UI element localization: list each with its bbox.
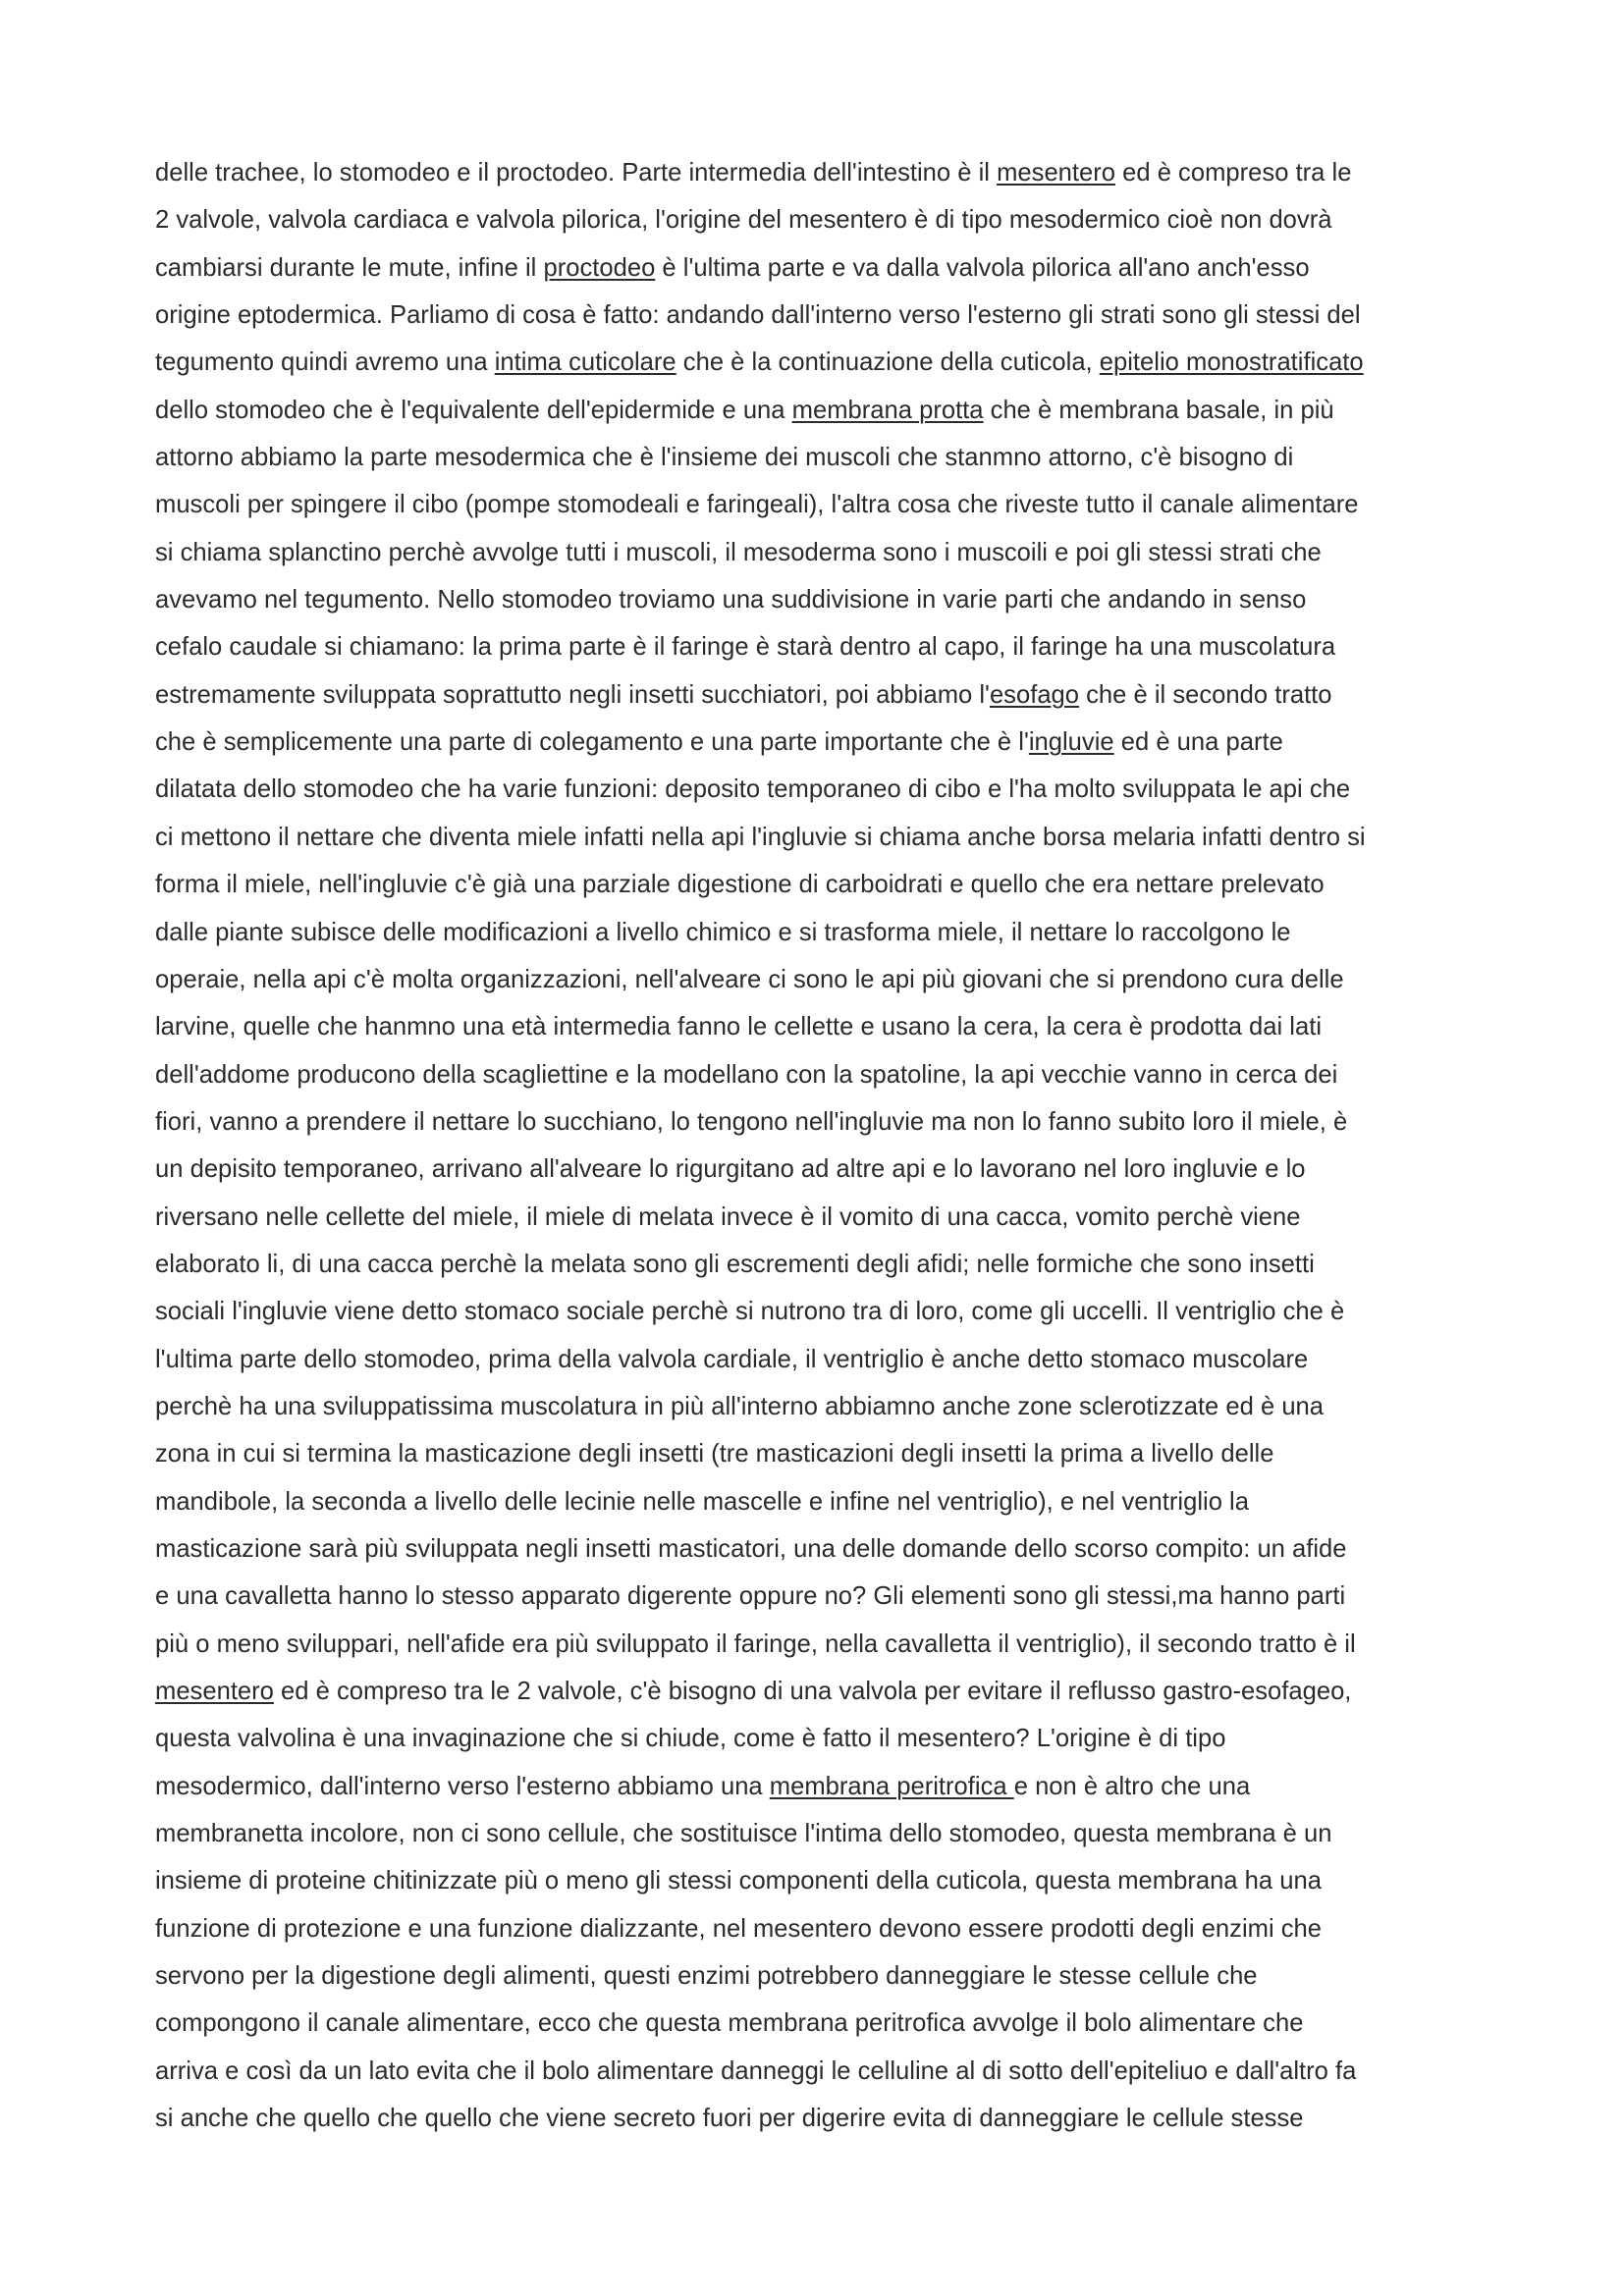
text-line	[155, 1430, 1490, 1477]
text-line	[155, 149, 1490, 196]
text-segment: dilatata dello stomodeo che ha varie funzioni: deposito temporaneo di cibo e l'ha molto sviluppata le api che	[155, 775, 1351, 804]
text-line	[155, 2095, 1490, 2142]
text-segment: riversano nelle cellette del miele, il miele di melata invece è il vomito di una cacca, vomito perchè viene	[155, 1202, 1301, 1231]
text-segment: sociali l'ingluvie viene detto stomaco sociale perchè si nutrono tra di loro, come gli uccelli. Il ventriglio che è	[155, 1298, 1345, 1326]
text-segment: un depisito temporaneo, arrivano all'alveare lo rigurgitano ad altre api e lo lavorano nel loro ingluvie e lo	[155, 1155, 1306, 1184]
text-line	[155, 671, 1490, 719]
text-segment: membranetta incolore, non ci sono cellule, che sostituisce l'intima dello stomodeo, questa membrana è un	[155, 1820, 1332, 1848]
text-line	[155, 2048, 1490, 2095]
text-segment: tegumento quindi avremo una	[155, 348, 495, 377]
text-segment: si anche che quello che quello che viene secreto fuori per digerire evita di danneggiare le cellule stesse	[155, 2105, 1304, 2133]
text-line	[155, 1763, 1490, 1810]
text-line	[155, 576, 1490, 623]
text-line	[155, 1478, 1490, 1525]
text-segment: dello stomodeo che è l'equivalente dell'epidermide e una	[155, 396, 792, 424]
text-line	[155, 1525, 1490, 1573]
text-segment: 2 valvole, valvola cardiaca e valvola pilorica, l'origine del mesentero è di tipo mesodermico cioè non dovrà	[155, 206, 1332, 235]
text-line	[155, 387, 1490, 434]
text-line	[155, 1288, 1490, 1335]
text-line	[155, 1905, 1490, 1952]
text-segment: ed è compreso tra le 2 valvole, c'è bisogno di una valvola per evitare il reflusso gastro-esofageo,	[273, 1678, 1352, 1705]
underlined-term: proctodeo	[543, 253, 656, 282]
underlined-term: epitelio monostratificato	[1099, 348, 1364, 377]
text-segment: zona in cui si termina la masticazione degli insetti (tre masticazioni degli insetti la prima a livello delle	[155, 1440, 1274, 1468]
text-segment: cefalo caudale si chiamano: la prima parte è il faringe è starà dentro al capo, il faringe ha una muscolatura	[155, 633, 1336, 662]
text-segment: avevamo nel tegumento. Nello stomodeo troviamo una suddivisione in varie parti che andando in senso	[155, 586, 1307, 614]
underlined-term: intima cuticolare	[494, 348, 676, 377]
text-segment: mandibole, la seconda a livello delle lecinie nelle mascelle e infine nel ventriglio), e nel ventriglio la	[155, 1487, 1249, 1516]
text-segment: ci mettono il nettare che diventa miele infatti nella api l'ingluvie si chiama anche borsa melaria infatti dentro si	[155, 823, 1366, 851]
text-line	[155, 244, 1490, 292]
underlined-term: esofago	[989, 680, 1080, 709]
text-segment: servono per la digestione degli alimenti, questi enzimi potrebbero danneggiare le stesse cellule che	[155, 1962, 1258, 1991]
text-line	[155, 292, 1490, 339]
text-line	[155, 1621, 1490, 1668]
text-segment: forma il miele, nell'ingluvie c'è già una parziale digestione di carboidrati e quello che era nettare prelevato	[155, 871, 1325, 899]
text-line	[155, 1051, 1490, 1098]
text-line	[155, 719, 1490, 766]
text-segment: che è il secondo tratto	[1079, 680, 1332, 709]
text-segment: compongono il canale alimentare, ecco che questa membrana peritrofica avvolge il bolo alimentare che	[155, 2009, 1304, 2038]
text-segment: cambiarsi durante le mute, infine il	[155, 253, 544, 282]
text-line	[155, 1952, 1490, 2000]
text-segment: questa valvolina è una invaginazione che si chiude, come è fatto il mesentero? L'origine è di tipo	[155, 1725, 1226, 1753]
text-line	[155, 1098, 1490, 1146]
text-line	[155, 814, 1490, 861]
text-line	[155, 339, 1490, 386]
text-line	[155, 1810, 1490, 1857]
text-line	[155, 1383, 1490, 1430]
text-segment: ed è compreso tra le	[1115, 159, 1352, 187]
text-segment: si chiama splanctino perchè avvolge tutti i muscoli, il mesoderma sono i muscoili e poi gli stessi strati che	[155, 538, 1322, 566]
text-line	[155, 434, 1490, 481]
text-segment: perchè ha una sviluppatissima muscolatura in più all'interno abbiamno anche zone sclerotizzate ed è una	[155, 1392, 1325, 1420]
text-segment: larvine, quelle che hanmno una età intermedia fanno le cellette e usano la cera, la cera è prodotta dai lati	[155, 1013, 1323, 1041]
text-segment: e non è altro che una	[1013, 1772, 1251, 1800]
text-line	[155, 1146, 1490, 1193]
text-segment: è l'ultima parte e va dalla valvola pilorica all'ano anch'esso	[655, 253, 1310, 282]
text-line	[155, 956, 1490, 1003]
body-text	[155, 149, 1490, 2142]
text-line	[155, 1241, 1490, 1288]
text-line	[155, 909, 1490, 956]
text-segment: l'ultima parte dello stomodeo, prima della valvola cardiale, il ventriglio è anche detto stomaco muscolare	[155, 1345, 1309, 1373]
text-segment: dell'addome producono della scagliettine e la modellano con la spatoline, la api vecchie vanno in cerca dei	[155, 1060, 1338, 1089]
text-segment: che è membrana basale, in più	[983, 396, 1334, 424]
text-segment: funzione di protezione e una funzione dializzante, nel mesentero devono essere prodotti degli enzimi che	[155, 1914, 1323, 1943]
underlined-term: ingluvie	[1028, 728, 1114, 757]
text-line	[155, 196, 1490, 243]
text-segment: che è la continuazione della cuticola,	[676, 348, 1100, 377]
text-line	[155, 2000, 1490, 2047]
text-segment: origine eptodermica. Parliamo di cosa è fatto: andando dall'interno verso l'esterno gli strati sono gli stessi del	[155, 301, 1361, 330]
text-segment: e una cavalletta hanno lo stesso apparato digerente oppure no? Gli elementi sono gli stessi,ma hanno parti	[155, 1582, 1346, 1611]
text-line	[155, 1194, 1490, 1241]
text-segment: masticazione sarà più sviluppata negli insetti masticatori, una delle domande dello scorso compito: un afide	[155, 1534, 1347, 1563]
underlined-term: membrana protta	[791, 396, 984, 424]
text-segment: arriva e così da un lato evita che il bolo alimentare danneggi le celluline al di sotto dell'epiteliuo e dall'altro fa	[155, 2056, 1357, 2085]
text-segment: mesodermico, dall'interno verso l'esterno abbiamo una	[155, 1772, 770, 1800]
text-line	[155, 529, 1490, 576]
underlined-term: membrana peritrofica	[769, 1772, 1014, 1800]
text-segment: più o meno sviluppari, nell'afide era più sviluppato il faringe, nella cavalletta il ventriglio), il secondo tratto è il	[155, 1629, 1356, 1658]
text-segment: elaborato li, di una cacca perchè la melata sono gli escrementi degli afidi; nelle formiche che sono insetti	[155, 1250, 1315, 1278]
text-line	[155, 861, 1490, 908]
text-segment: estremamente sviluppata soprattutto negli insetti succhiatori, poi abbiamo l'	[155, 680, 990, 709]
text-segment: delle trachee, lo stomodeo e il proctodeo. Parte intermedia dell'intestino è il	[155, 159, 998, 187]
text-line	[155, 1715, 1490, 1762]
text-line	[155, 1668, 1490, 1715]
text-line	[155, 766, 1490, 813]
underlined-term: mesentero	[155, 1678, 274, 1705]
text-line	[155, 1336, 1490, 1383]
text-line	[155, 481, 1490, 528]
underlined-term: mesentero	[997, 159, 1116, 187]
text-segment: ed è una parte	[1113, 728, 1283, 757]
text-line	[155, 1573, 1490, 1620]
text-segment: fiori, vanno a prendere il nettare lo succhiano, lo tengono nell'ingluvie ma non lo fanno subito loro il miele, è	[155, 1107, 1348, 1136]
text-segment: che è semplicemente una parte di colegamento e una parte importante che è l'	[155, 728, 1029, 757]
text-line	[155, 623, 1490, 670]
text-segment: insieme di proteine chitinizzate più o meno gli stessi componenti della cuticola, questa membrana ha una	[155, 1867, 1322, 1896]
text-segment: operaie, nella api c'è molta organizzazioni, nell'alveare ci sono le api più giovani che si prendono cura delle	[155, 965, 1344, 993]
text-line	[155, 1003, 1490, 1050]
text-line	[155, 1857, 1490, 1904]
text-segment: dalle piante subisce delle modificazioni a livello chimico e si trasforma miele, il nettare lo raccolgono le	[155, 918, 1291, 946]
text-segment: muscoli per spingere il cibo (pompe stomodeali e faringeali), l'altra cosa che riveste tutto il canale alimentare	[155, 491, 1359, 519]
text-segment: attorno abbiamo la parte mesodermica che è l'insieme dei muscoli che stanmno attorno, c'è bisogno di	[155, 444, 1294, 472]
